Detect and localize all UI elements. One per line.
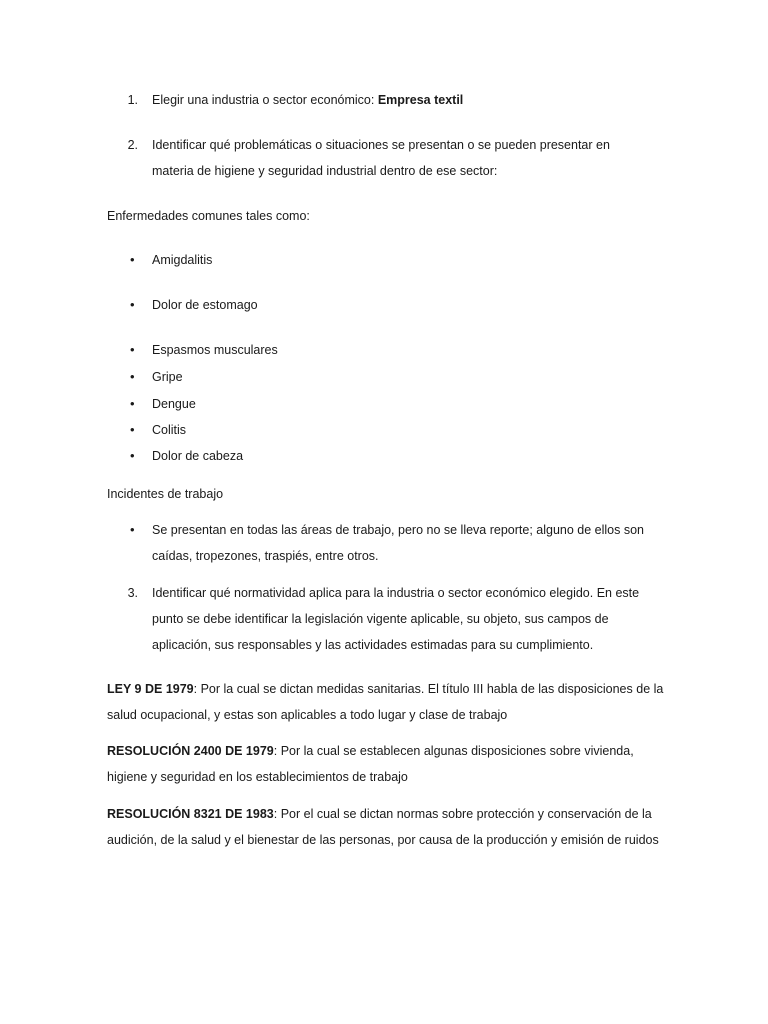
law-text-continued: higiene y seguridad en los establecimientos de trabajo [107, 770, 408, 784]
law-entry [107, 806, 652, 822]
incident-line: caídas, tropezones, traspiés, entre otros. [152, 549, 379, 563]
law-text: : Por la cual se establecen algunas disposiciones sobre vivienda, [273, 744, 634, 758]
disease-item: Amigdalitis [152, 253, 213, 267]
disease-item: Colitis [152, 423, 187, 437]
bullet-icon: • [130, 252, 135, 267]
law-title: LEY 9 DE 1979 [107, 682, 194, 696]
law-text: : Por la cual se dictan medidas sanitarias. El título III habla de las disposiciones de la [193, 682, 664, 696]
bullet-icon: • [130, 369, 135, 384]
bullet-icon: • [130, 396, 135, 411]
bullet-icon: • [130, 522, 135, 537]
bullet-icon: • [130, 448, 135, 463]
step-2-line: Identificar qué problemáticas o situaciones se presentan o se pueden presentar en [152, 138, 610, 152]
step-number: 3. [127, 586, 138, 600]
step-1-text [152, 92, 463, 108]
law-text: : Por el cual se dictan normas sobre protección y conservación de la [273, 807, 652, 821]
step-number: 2. [127, 138, 138, 152]
diseases-heading: Enfermedades comunes tales como: [107, 209, 310, 223]
step-2-line: materia de higiene y seguridad industrial dentro de ese sector: [152, 164, 498, 178]
disease-item: Dolor de cabeza [152, 449, 244, 463]
bullet-icon: • [130, 422, 135, 437]
law-entry [107, 681, 663, 697]
law-text-continued: audición, de la salud y el bienestar de las personas, por causa de la producción y emisión de ruidos [107, 833, 659, 847]
law-entry [107, 743, 634, 759]
law-title: RESOLUCIÓN 2400 DE 1979 [107, 744, 274, 758]
step-1-label: Elegir una industria o sector económico: [152, 93, 378, 107]
bullet-icon: • [130, 297, 135, 312]
disease-item: Dengue [152, 397, 196, 411]
step-3-line: Identificar qué normatividad aplica para la industria o sector económico elegido. En este [152, 586, 640, 600]
step-number: 1. [127, 93, 138, 107]
bullet-icon: • [130, 342, 135, 357]
incident-line: Se presentan en todas las áreas de trabajo, pero no se lleva reporte; alguno de ellos son [152, 523, 644, 537]
disease-item: Gripe [152, 370, 183, 384]
law-title: RESOLUCIÓN 8321 DE 1983 [107, 807, 274, 821]
step-1-bold: Empresa textil [377, 93, 464, 107]
disease-item: Espasmos musculares [152, 343, 278, 357]
disease-item: Dolor de estomago [152, 298, 258, 312]
incidents-heading: Incidentes de trabajo [107, 487, 224, 501]
law-text-continued: salud ocupacional, y estas son aplicables a todo lugar y clase de trabajo [107, 708, 508, 722]
step-3-line: aplicación, sus responsables y las actividades estimadas para su cumplimiento. [152, 638, 594, 652]
step-3-line: punto se debe identificar la legislación vigente aplicable, su objeto, sus campos de [152, 612, 609, 626]
